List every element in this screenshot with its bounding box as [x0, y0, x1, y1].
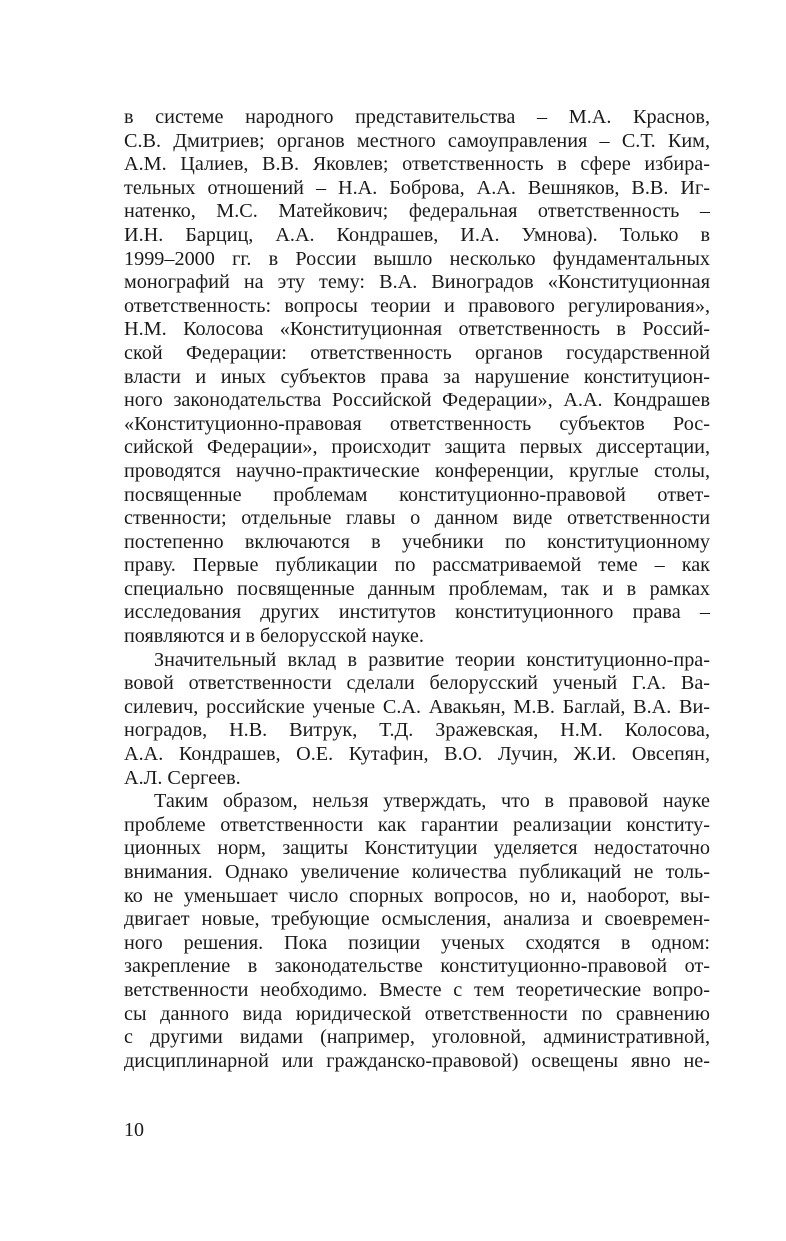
text-line: Н.М. Колосова «Конституционная ответственность в Россий- — [124, 318, 710, 341]
text-line: проблеме ответственности как гарантии реализации конститу- — [124, 813, 710, 836]
text-line: 1999–2000 гг. в России вышло несколько фундаментальных — [124, 247, 710, 270]
text-line: дисциплинарной или гражданско-правовой) освещены явно не- — [124, 1049, 710, 1072]
text-line: натенко, М.С. Матейкович; федеральная ответственность – — [124, 200, 710, 223]
text-line: ветственности необходимо. Вместе с тем теоретические вопро- — [124, 978, 710, 1001]
text-line: проводятся научно-практические конференции, круглые столы, — [124, 459, 710, 482]
paragraph — [124, 649, 710, 791]
text-line: Таким образом, нельзя утверждать, что в правовой науке — [154, 790, 710, 813]
text-line: посвященные проблемам конституционно-правовой ответ- — [124, 483, 710, 506]
text-line: ного решения. Пока позиции ученых сходятся в одном: — [124, 931, 710, 954]
text-line: двигает новые, требующие осмысления, анализа и своевремен- — [124, 908, 710, 931]
text-line: И.Н. Барциц, А.А. Кондрашев, И.А. Умнова). Только в — [124, 223, 710, 246]
text-line: А.Л. Сергеев. — [124, 766, 241, 789]
text-line: сийской Федерации», происходит защита первых диссертации, — [124, 436, 710, 459]
text-line: ционных норм, защиты Конституции уделяется недостаточно — [124, 837, 710, 860]
text-line: закрепление в законодательстве конституционно-правовой от- — [124, 955, 710, 978]
paragraph — [124, 106, 710, 649]
text-line: постепенно включаются в учебники по конституционному — [124, 530, 710, 553]
text-line: ской Федерации: ответственность органов государственной — [124, 341, 710, 364]
text-line: с другими видами (например, уголовной, административной, — [124, 1026, 710, 1049]
text-line: ственности; отдельные главы о данном виде ответственности — [124, 507, 710, 530]
text-line: силевич, российские ученые С.А. Авакьян, М.В. Баглай, В.А. Ви- — [124, 695, 710, 718]
text-line: ответственность: вопросы теории и правового регулирования», — [124, 294, 710, 317]
text-line: «Конституционно-правовая ответственность субъектов Рос- — [124, 412, 710, 435]
text-line: тельных отношений – Н.А. Боброва, А.А. Вешняков, В.В. Иг- — [124, 176, 710, 199]
text-line: вовой ответственности сделали белорусский ученый Г.А. Ва- — [124, 672, 710, 695]
text-line: исследования других институтов конституционного права – — [124, 601, 710, 624]
text-line: власти и иных субъектов права за нарушение конституцион- — [124, 365, 710, 388]
text-line: ко не уменьшает число спорных вопросов, но и, наоборот, вы- — [124, 884, 710, 907]
text-line: А.А. Кондрашев, О.Е. Кутафин, В.О. Лучин, Ж.И. Овсепян, — [124, 743, 710, 766]
text-line: монографий на эту тему: В.А. Виноградов «Конституционная — [124, 271, 710, 294]
paragraph — [124, 790, 710, 1073]
text-line: Значительный вклад в развитие теории конституционно-пра- — [154, 648, 710, 671]
text-line: праву. Первые публикации по рассматриваемой теме – как — [124, 554, 710, 577]
text-line: специально посвященные данным проблемам, так и в рамках — [124, 577, 710, 600]
text-line: в системе народного представительства – М.А. Краснов, — [124, 106, 710, 128]
text-line: внимания. Однако увеличение количества публикаций не толь- — [124, 861, 710, 883]
text-line: появляются и в белорусской науке. — [124, 625, 424, 648]
body-text — [124, 106, 710, 1073]
text-line: ного законодательства Российской Федерации», А.А. Кондрашев — [124, 389, 710, 412]
text-line: С.В. Дмитриев; органов местного самоуправления – С.Т. Ким, — [124, 129, 710, 152]
text-line: сы данного вида юридической ответственности по сравнению — [124, 1002, 710, 1025]
text-line: А.М. Цалиев, В.В. Яковлев; ответственность в сфере избира- — [124, 153, 710, 176]
text-line: ноградов, Н.В. Витрук, Т.Д. Зражевская, Н.М. Колосова, — [124, 719, 710, 742]
page-number: 10 — [124, 1119, 144, 1141]
